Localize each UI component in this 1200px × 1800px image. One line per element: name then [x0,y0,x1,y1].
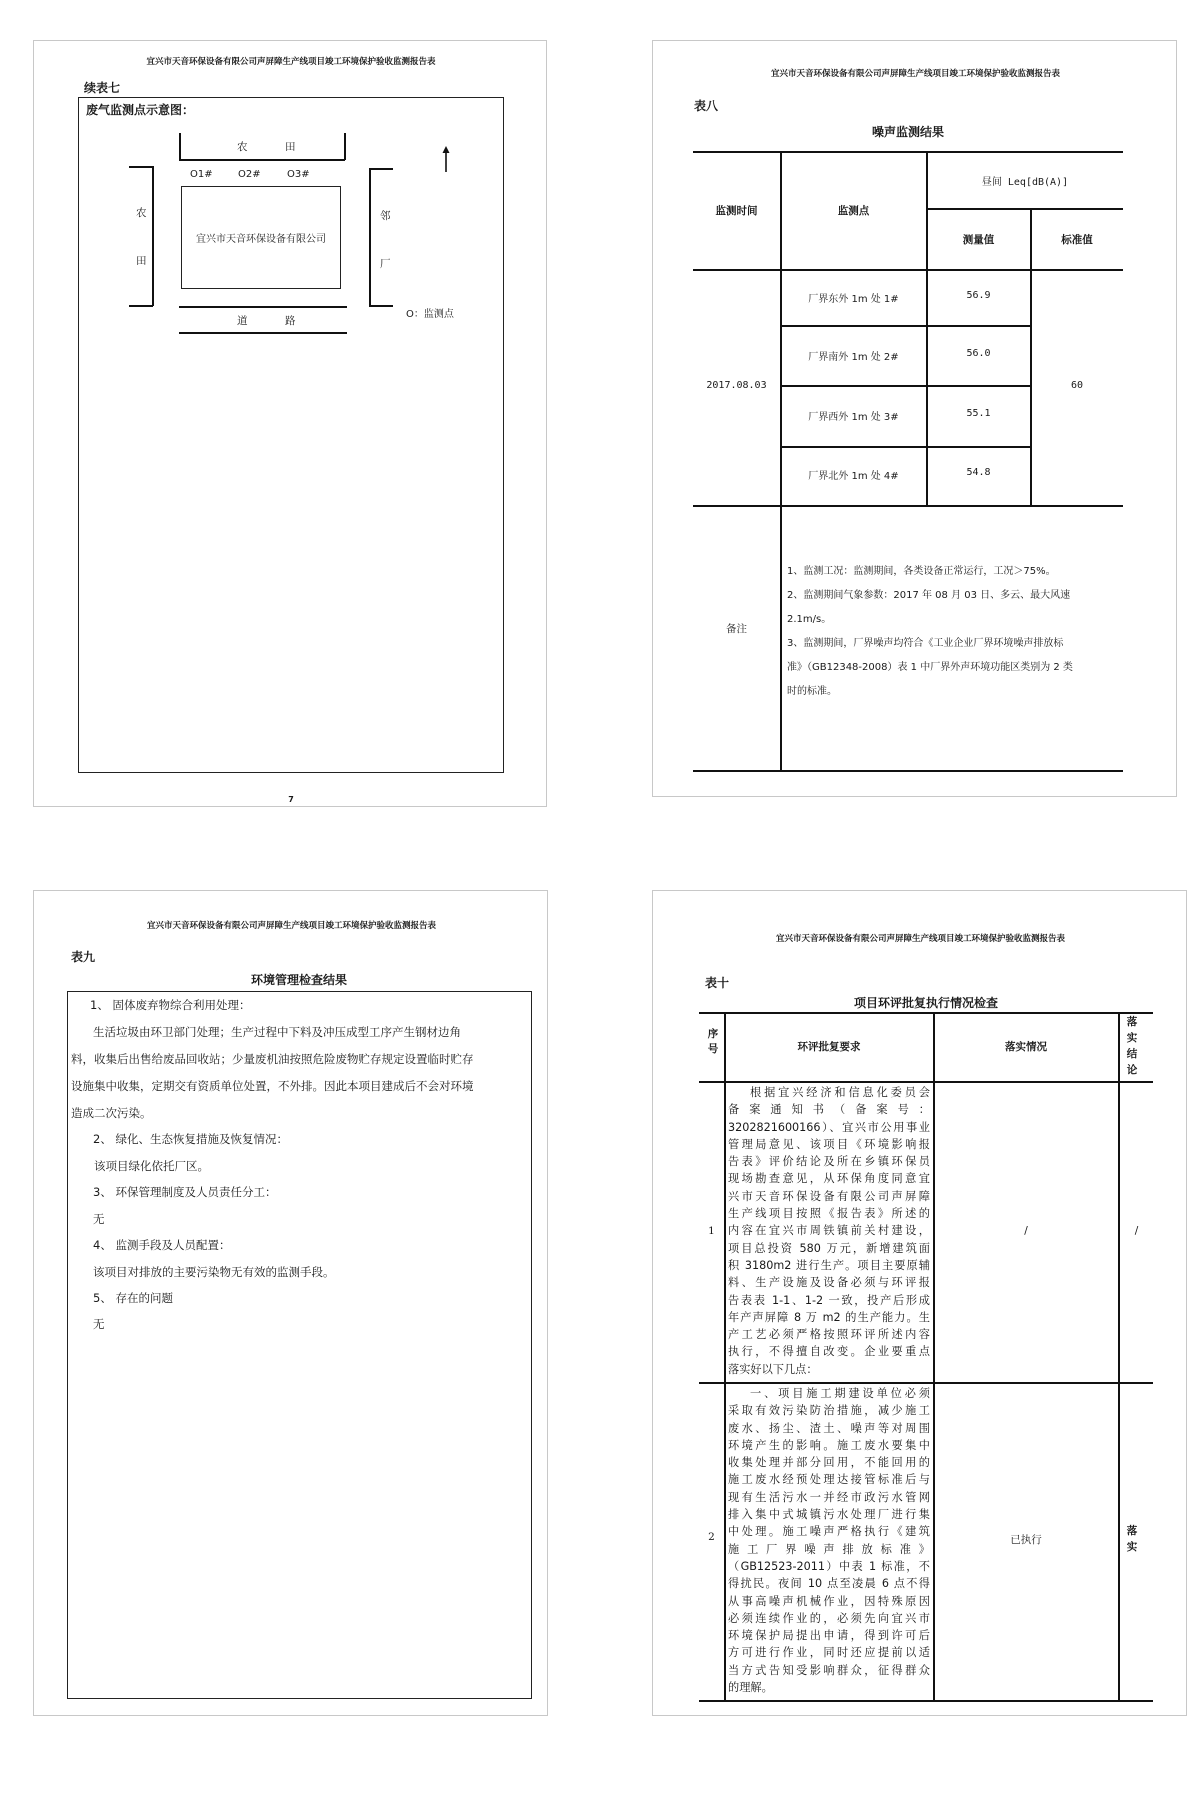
requirement-line: 落实好以下几点： [728,1362,818,1376]
item-heading-1: 1、 固体废弃物综合利用处理： [90,998,251,1012]
row-rule-1 [781,325,1031,327]
requirement-line: 3202821600166）、宜兴市公用事业 [728,1120,930,1134]
item-heading-3: 3、 环保管理制度及人员责任分工： [93,1185,277,1199]
left-bracket-top [129,166,153,168]
running-header: 宜兴市天音环保设备有限公司声屏障生产线项目竣工环境保护验收监测报告表 [770,69,1060,79]
requirement-line: 产工艺必须严格按照环评所述内容 [728,1328,930,1342]
header-split-rule [927,208,1123,210]
requirement-line: 年产声屏障 8 万 m2 的生产能力。生 [728,1310,930,1324]
conclusion-value: / [1134,1225,1139,1237]
remarks-text [787,560,1119,704]
table-title: 噪声监测结果 [871,125,944,139]
col-rule-3 [1118,1012,1120,1701]
requirement-line: 得扰民。夜间 10 点至凌晨 6 点不得 [728,1577,930,1591]
running-header: 宜兴市天音环保设备有限公司声屏障生产线项目竣工环境保护验收监测报告表 [775,934,1065,944]
item-body-line: 设施集中收集，定期交有资质单位处置，不外排。因此本项目建成后不会对环境 [71,1079,474,1093]
requirement-line: 内容在宜兴市周铁镇前关村建设， [728,1224,930,1238]
running-header: 宜兴市天音环保设备有限公司声屏障生产线项目竣工环境保护验收监测报告表 [146,57,436,67]
requirement-line: 料、生产设施及设备必须与环评报 [728,1276,930,1290]
requirement-text [728,1385,930,1696]
top-label-2: 田 [285,141,296,153]
header-status: 落实情况 [1005,1041,1047,1053]
requirement-line: 施工废水经预处理达接管标准后与 [728,1473,930,1487]
requirement-line: 现场勘查意见，从环保角度同意宜 [728,1172,930,1186]
top-label-1: 农 [237,141,248,153]
requirement-line: 采取有效污染防治措施，减少施工 [728,1404,930,1418]
requirement-line: 环境产生的影响。施工废水要集中 [728,1438,930,1452]
right-bracket-bottom [369,305,393,307]
item-body-line: 无 [93,1317,105,1331]
table-row-point: 厂界西外 1m 处 3# [808,412,899,423]
item-body-line: 料，收集后出售给废品回收站；少量废机油按照危险废物贮存规定设置临时贮存 [71,1052,474,1066]
monitoring-point-3: O3# [287,169,310,180]
table-row-value: 54.8 [966,467,991,478]
right-label-1: 邻 [380,210,391,222]
requirement-line: 的理解。 [728,1681,773,1695]
left-label-2: 田 [136,255,147,267]
remarks-line: 2.1m/s。 [787,614,832,625]
section-label: 表十 [705,976,730,990]
row-number: 1 [708,1225,715,1237]
table-title: 项目环评批复执行情况检查 [853,996,998,1010]
remarks-line: 准》（GB12348-2008）表 1 中厂界外声环境功能区类别为 2 类 [787,662,1073,673]
item-body-line: 该项目对排放的主要污染物无有效的监测手段。 [93,1265,335,1279]
standard-value: 60 [1070,380,1084,391]
road-line-top [179,306,347,308]
item-body-line: 无 [93,1212,105,1226]
requirement-text [728,1084,930,1378]
col-rule-2 [933,1012,935,1701]
table-row-point: 厂界东外 1m 处 1# [808,294,899,305]
requirement-line: 兴市天音环保设备有限公司声屏障 [728,1189,930,1203]
header-monitoring-point: 监测点 [837,205,870,217]
remarks-label: 备注 [726,623,747,635]
item-heading-5: 5、 存在的问题 [93,1291,173,1305]
requirement-line: 一、项目施工期建设单位必须 [750,1387,930,1400]
row-rule-2 [781,385,1031,387]
col-rule-1 [780,151,782,772]
header-standard-value: 标准值 [1061,234,1093,246]
page-7 [33,40,547,807]
company-label: 宜兴市天音环保设备有限公司 [196,234,326,245]
item-body-line: 造成二次污染。 [71,1106,152,1120]
top-bracket-right [344,133,346,160]
header-daytime-leq: 昼间 Leq[dB(A)] [981,177,1069,188]
header-bottom-rule [699,1081,1153,1083]
north-arrow-icon [441,146,451,172]
requirement-line: 必须连续作业的，必须先向宜兴市 [728,1611,930,1625]
table-row-value: 55.1 [966,408,991,419]
requirement-line: 生产线项目按照《报告表》所述的 [728,1207,930,1221]
requirement-line: 积 3180m2 进行生产。项目主要原辅 [728,1258,930,1272]
page-table-10 [652,890,1187,1716]
requirement-line: 中处理。施工噪声严格执行《建筑 [728,1525,930,1539]
monitoring-point-2: O2# [238,169,261,180]
col-rule-3 [1030,208,1032,506]
right-bracket-top [369,168,393,170]
table-bottom-rule [693,770,1123,772]
requirement-line: 现有生活污水一并经市政污水管网 [728,1490,930,1504]
section-label: 表九 [71,950,96,964]
top-bracket-left [179,133,181,160]
page-table-8 [652,40,1177,797]
page-number: 7 [288,795,294,804]
requirement-line: 从事高噪声机械作业，因特殊原因 [728,1594,930,1608]
conclusion-value: 落实 [1126,1525,1138,1553]
requirement-line: 告表表 1-1、1-2 一致，投产后形成 [728,1293,930,1307]
left-label-1: 农 [136,207,147,219]
status-value: / [1024,1225,1028,1237]
page-table-9 [33,890,548,1716]
requirement-line: 备案通知书（备案号： [728,1103,930,1117]
table-row-point: 厂界南外 1m 处 2# [808,352,899,363]
item-heading-2: 2、 绿化、生态恢复措施及恢复情况： [93,1132,288,1146]
requirement-line: 根据宜兴经济和信息化委员会 [750,1086,930,1099]
table-bottom-rule [699,1700,1153,1702]
row-rule-1 [699,1382,1153,1384]
item-body-line: 生活垃圾由环卫部门处理；生产过程中下料及冲压成型工序产生钢材边角 [93,1025,461,1039]
left-bracket-bottom [129,305,153,307]
col-rule-2 [926,151,928,506]
table-top-rule [699,1012,1153,1014]
table-row-point: 厂界北外 1m 处 4# [808,471,899,482]
header-measured-value: 测量值 [962,234,995,246]
table-row-value: 56.0 [966,348,991,359]
requirement-line: 废水、扬尘、渣土、噪声等对周围 [728,1421,930,1435]
header-requirement: 环评批复要求 [797,1041,861,1053]
requirement-line: 收集处理并部分回用，不能回用的 [728,1456,930,1470]
remarks-line: 3、监测期间，厂界噪声均符合《工业企业厂界环境噪声排放标 [787,638,1064,649]
section-label: 续表七 [84,81,121,95]
management-box [67,991,532,1699]
item-body-line: 该项目绿化依托厂区。 [94,1159,209,1173]
table-title: 环境管理检查结果 [250,973,347,987]
remarks-line: 2、监测期间气象参数：2017 年 08 月 03 日、多云、最大风速 [787,590,1071,601]
diagram-title: 废气监测点示意图： [86,103,195,117]
requirement-line: 项目总投资 580 万元，新增建筑面 [728,1241,930,1255]
header-bottom-rule [693,269,1123,271]
road-line-bottom [179,332,347,334]
item-heading-4: 4、 监测手段及人员配置： [93,1238,231,1252]
monitoring-date: 2017.08.03 [706,380,767,391]
remarks-line: 1、监测工况：监测期间，各类设备正常运行，工况＞75%。 [787,566,1056,577]
table-row-value: 56.9 [966,290,991,301]
right-label-2: 厂 [380,258,391,270]
row-rule-3 [781,446,1031,448]
requirement-line: 施工厂界噪声排放标准》 [728,1542,930,1556]
table-top-rule [693,151,1123,153]
right-bracket-side [369,168,371,306]
header-monitoring-time: 监测时间 [715,205,758,217]
header-no: 序号 [707,1028,719,1055]
left-bracket-side [152,166,154,306]
requirement-line: 当方式告知受影响群众，征得群众 [728,1663,930,1677]
monitoring-point-1: O1# [190,169,213,180]
requirement-line: （GB12523-2011）中表 1 标准，不 [728,1559,930,1573]
row-number: 2 [708,1531,715,1543]
top-bracket-bottom [179,159,345,161]
requirement-line: 排入集中式城镇污水处理厂进行集 [728,1508,930,1522]
bottom-label-1: 道 [237,315,248,327]
remarks-line: 时的标准。 [787,686,837,697]
running-header: 宜兴市天音环保设备有限公司声屏障生产线项目竣工环境保护验收监测报告表 [146,921,436,931]
requirement-line: 执行，不得擅自改变。企业要重点 [728,1345,930,1359]
status-value: 已执行 [1010,1534,1042,1546]
col-rule-1 [724,1012,726,1701]
requirement-line: 方可进行作业，同时还应提前以适 [728,1646,930,1660]
section-label: 表八 [694,99,719,113]
legend-monitoring-point: O：监测点 [406,309,454,320]
requirement-line: 管理局意见、该项目《环境影响报 [728,1137,930,1151]
data-bottom-rule [693,505,1123,507]
requirement-line: 环境保护局提出申请，得到许可后 [728,1629,930,1643]
bottom-label-2: 路 [285,315,296,327]
requirement-line: 告表》评价结论及所在乡镇环保员 [728,1155,930,1169]
header-conclusion: 落实结论 [1126,1016,1138,1076]
